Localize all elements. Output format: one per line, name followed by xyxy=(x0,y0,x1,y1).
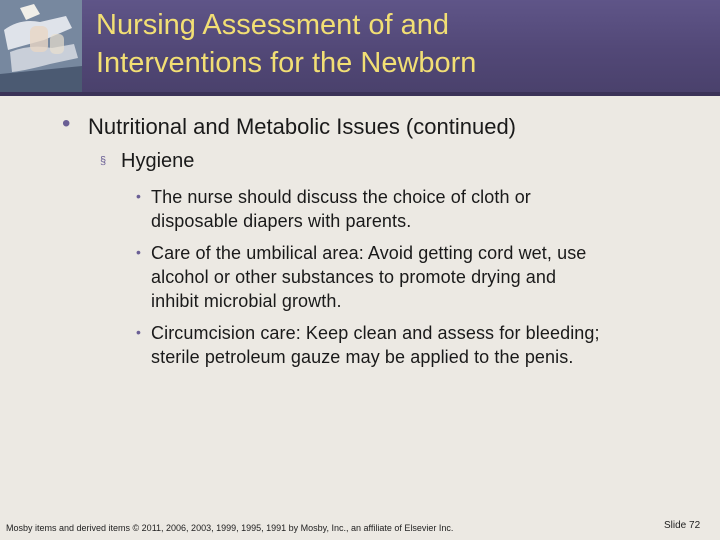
copyright-footer: Mosby items and derived items © 2011, 2006, 2003, 1999, 1995, 1991 by Mosby, Inc., an affiliate of Elsevier Inc. xyxy=(6,523,454,533)
level2-bullet: § xyxy=(100,155,107,167)
level3-bullet: • xyxy=(136,188,141,204)
level3-item xyxy=(151,241,711,313)
level3-item xyxy=(151,321,711,369)
level3-line: disposable diapers with parents. xyxy=(151,211,412,231)
level3-bullet: • xyxy=(136,244,141,260)
title-line-1: Nursing Assessment of and xyxy=(96,9,450,41)
level3-line: Care of the umbilical area: Avoid getting cord wet, use xyxy=(151,243,587,263)
header-divider xyxy=(0,92,720,96)
level3-item xyxy=(151,185,711,233)
slide-title xyxy=(96,6,706,82)
level3-line: The nurse should discuss the choice of cloth or xyxy=(151,187,531,207)
level2-heading: Hygiene xyxy=(121,150,195,172)
level3-bullet: • xyxy=(136,324,141,340)
level3-line: sterile petroleum gauze may be applied to the penis. xyxy=(151,347,574,367)
header-photo-icon xyxy=(0,0,82,92)
level3-line: alcohol or other substances to promote drying and xyxy=(151,267,557,287)
level1-heading: Nutritional and Metabolic Issues (continued) xyxy=(88,114,517,139)
title-line-2: Interventions for the Newborn xyxy=(96,47,477,79)
slide-number: Slide 72 xyxy=(664,520,701,531)
level3-line: Circumcision care: Keep clean and assess for bleeding; xyxy=(151,323,600,343)
level1-bullet: • xyxy=(62,110,71,137)
level3-line: inhibit microbial growth. xyxy=(151,291,342,311)
